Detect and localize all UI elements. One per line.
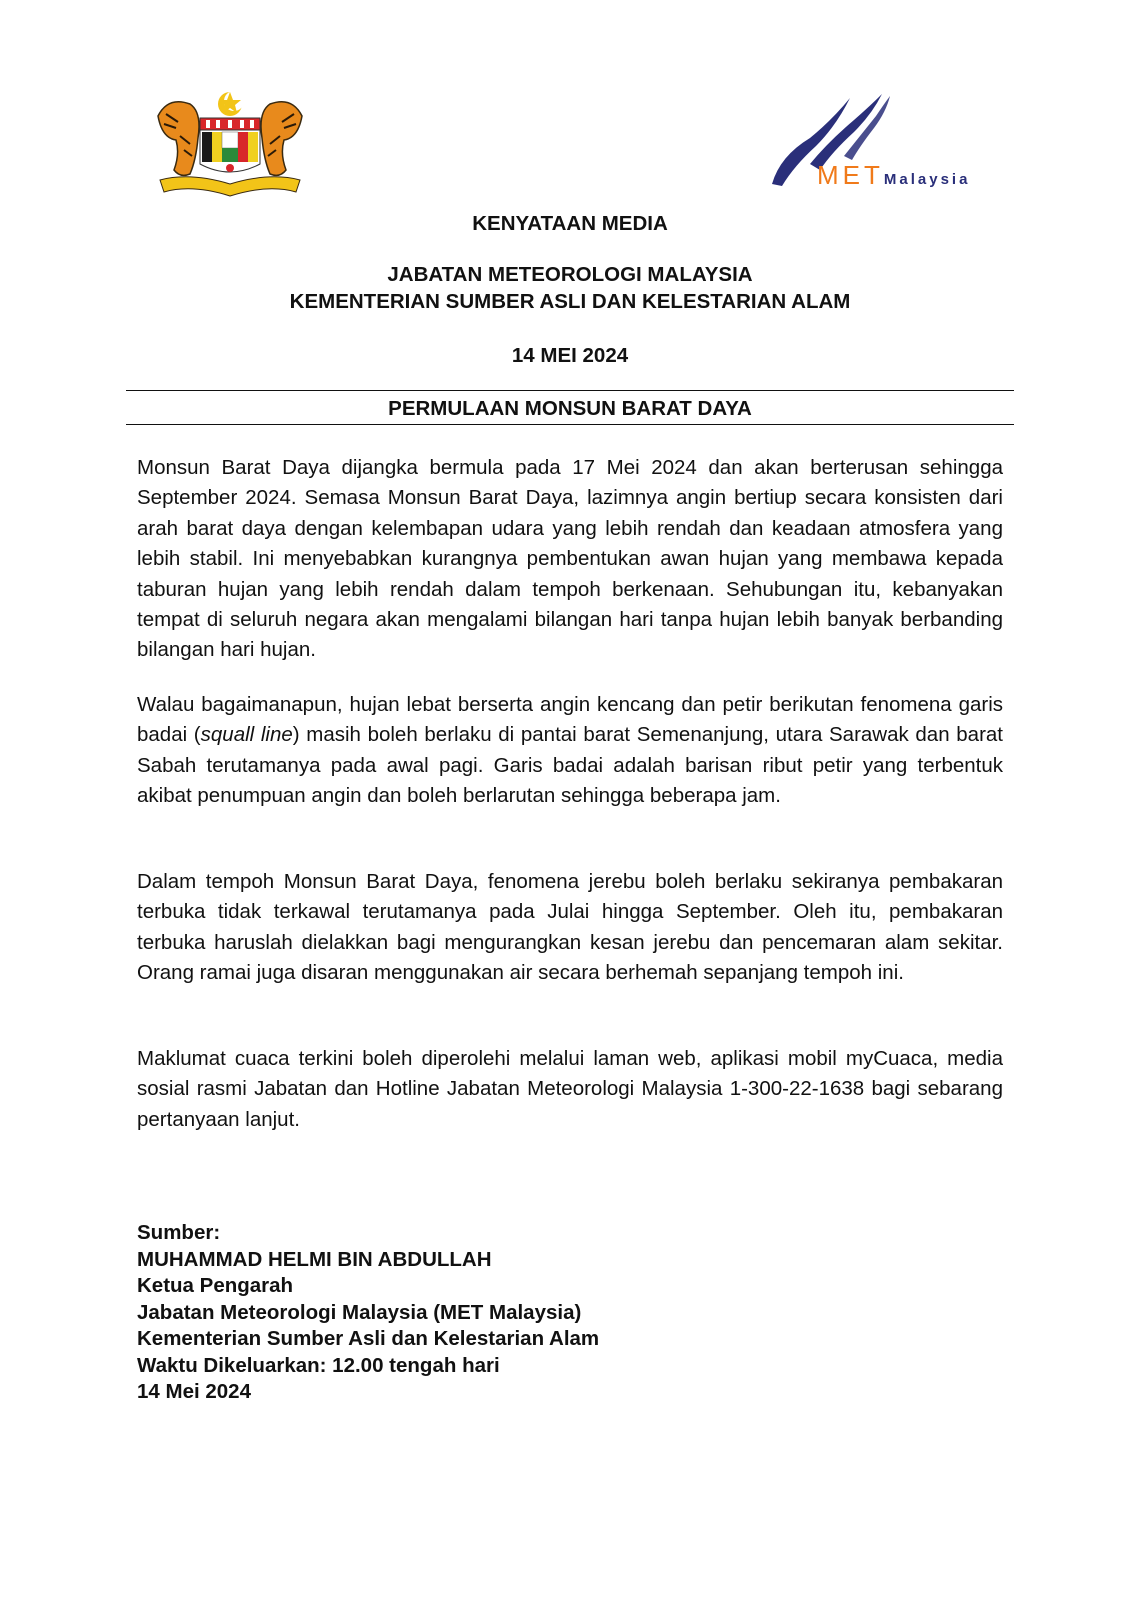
title-rule-top	[126, 390, 1014, 391]
squall-line-term: squall line	[200, 723, 293, 747]
document-title: PERMULAAN MONSUN BARAT DAYA	[388, 397, 752, 420]
paragraph-3: Dalam tempoh Monsun Barat Daya, fenomena jerebu boleh berlaku sekiranya pembakaran terbuka tidak terkawal terutamanya pada Julai hingga September. Oleh itu, pembakaran terbuka haruslah dielakkan bagi mengurangkan kesan jerebu dan pencemaran alam sekitar. Orang ramai juga disaran menggunakan air secara berhemah sepanjang tempoh ini.	[137, 870, 1003, 985]
ministry-name: KEMENTERIAN SUMBER ASLI DAN KELESTARIAN ALAM	[289, 290, 851, 313]
met-wordmark-malaysia: Malaysia	[883, 171, 971, 188]
document-type: KENYATAAN MEDIA	[472, 212, 668, 235]
title-rule-bottom	[126, 424, 1014, 425]
signature-label: Sumber:	[137, 1221, 221, 1244]
signatory-ministry: Kementerian Sumber Asli dan Kelestarian Alam	[137, 1327, 600, 1350]
signature-block	[137, 1220, 599, 1406]
met-malaysia-wordmark	[817, 160, 970, 191]
signatory-department: Jabatan Meteorologi Malaysia (MET Malaysia)	[137, 1300, 582, 1324]
paragraph-1: Monsun Barat Daya dijangka bermula pada 17 Mei 2024 dan akan berterusan sehingga September 2024. Semasa Monsun Barat Daya, lazimnya angin bertiup secara konsisten dari arah barat daya dengan kelembapan udara yang lebih rendah dan keadaan atmosfera yang lebih stabil. Ini menyebabkan kurangnya pembentukan awan hujan yang membawa kepada taburan hujan yang lebih rendah dalam tempoh berkenaan. Sehubungan itu, kebanyakan tempat di seluruh negara akan mengalami bilangan hari tanpa hujan lebih banyak berbanding bilangan hari hujan.	[137, 456, 1003, 662]
paragraph-2: Walau bagaimanapun, hujan lebat berserta angin kencang dan petir berikutan fenomena garis badai (squall line) masih boleh berlaku di pantai barat Semenanjung, utara Sarawak dan barat Sabah terutamanya pada awal pagi. Garis badai adalah barisan ribut petir yang terbentuk akibat penumpuan angin dan boleh berlarutan sehingga beberapa jam.	[137, 693, 1003, 808]
release-date: 14 MEI 2024	[511, 344, 629, 367]
coat-of-arms-logo	[150, 88, 310, 204]
release-time: Waktu Dikeluarkan: 12.00 tengah hari	[137, 1353, 500, 1377]
signatory-position: Ketua Pengarah	[137, 1274, 294, 1297]
signatory-name: MUHAMMAD HELMI BIN ABDULLAH	[137, 1247, 492, 1271]
department-name: JABATAN METEOROLOGI MALAYSIA	[387, 263, 753, 286]
met-wordmark-met: MET	[817, 160, 884, 190]
signature-date: 14 Mei 2024	[137, 1380, 251, 1403]
paragraph-4: Maklumat cuaca terkini boleh diperolehi melalui laman web, aplikasi mobil myCuaca, media sosial rasmi Jabatan dan Hotline Jabatan Meteorologi Malaysia 1-300-22-1638 bagi sebarang pertanyaan lanjut.	[137, 1047, 1003, 1131]
